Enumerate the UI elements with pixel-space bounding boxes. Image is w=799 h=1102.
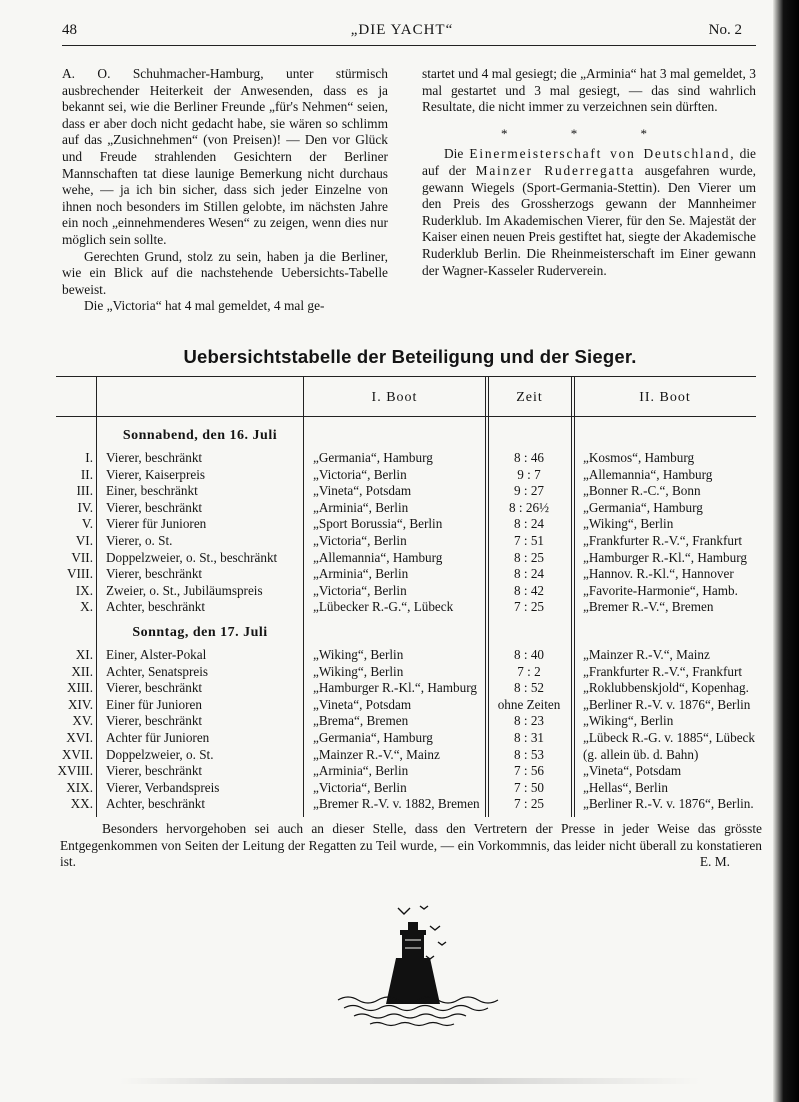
table-row [0,747,799,764]
para2-mid: , die auf der [422,146,756,178]
first-boat: „Mainzer R.-V.“, Mainz [313,746,440,762]
second-boat: „Hamburger R.-Kl.“, Hamburg [583,549,747,565]
second-boat: „Wiking“, Berlin [583,516,674,532]
right-paragraph-1: startet und 4 mal gesiegt; die „Arminia“ hat 3 mal gemeldet, 3 mal gestartet und 3 mal gesiegt, — das sind wahrlich Resultate, die nicht immer zu verzeichnen sein dürften. [422,66,756,115]
race-name: Doppelzweier, o. St., beschränkt [106,549,278,565]
gull-icon [420,906,428,909]
first-boat: „Arminia“, Berlin [313,566,409,582]
first-boat: „Germania“, Hamburg [313,730,433,745]
race-number: XV. [72,713,93,729]
second-boat: „Allemannia“, Hamburg [583,466,713,482]
left-paragraph-1: A. O. Schuhmacher-Hamburg, unter stürmisch ausbrechender Heiterkeit der Anwesenden, dass es ja bekannt sei, wie die Berliner Freunde „für's Nehmen“ seien, dass er aber doch nicht gedacht habe, sie wären so schlimm auf das „Zusichnehmen“ (von Preisen)! — Den vor Glück und Freude strahlenden Gesichtern der Berliner Mannschaften tat diese launige Bemerkung nicht durchaus wehe, — ja ich bin sicher, dass sich jeder Einzelne von ihnen noch besonders im Stillen gelobte, im nächsten Jahre ein noch „einnehmenderes Wesen“ zu zeigen, wenn dies nur möglich sein sollte. [62,66,388,247]
table-row [0,450,799,467]
table-row [0,566,799,583]
table-row [0,697,799,714]
issue-number: No. 2 [708,22,742,38]
second-boat: „Wiking“, Berlin [583,713,674,729]
race-name: Vierer für Junioren [106,516,207,532]
race-name: Vierer, o. St. [106,533,173,548]
left-column [62,66,388,315]
winning-time: 8 : 31 [513,730,545,745]
winning-time: 7 : 50 [513,779,545,795]
header-rule [62,45,756,46]
race-number: VIII. [67,566,93,582]
race-name: Vierer, beschränkt [106,450,203,465]
table-row [0,516,799,533]
para2-lead: Die [444,146,470,162]
race-name: Zweier, o. St., Jubiläumspreis [106,582,263,598]
first-boat: „Germania“, Hamburg [313,450,433,465]
first-boat: „Sport Borussia“, Berlin [313,516,443,532]
race-number: IX. [75,582,93,598]
race-number: XII. [71,663,93,679]
table-row [0,780,799,797]
race-number: XIII. [67,680,93,696]
table-row [0,500,799,517]
section-stars: * * * [501,125,677,141]
first-boat: „Allemannia“, Hamburg [313,549,443,565]
race-name: Achter, beschränkt [106,599,206,615]
left-paragraph-3: Die „Victoria“ hat 4 mal gemeldet, 4 mal ge- [84,298,325,314]
header-boot1: I. Boot [371,390,418,405]
race-name: Vierer, beschränkt [106,680,203,696]
winning-time: 8 : 26½ [509,499,549,515]
winning-time: 7 : 25 [513,599,545,615]
second-boat: „Bremer R.-V.“, Bremen [583,599,714,615]
table-row [0,647,799,664]
first-boat: „Victoria“, Berlin [313,533,407,548]
race-name: Achter für Junioren [106,730,210,745]
journal-title: „DIE YACHT“ [350,22,454,38]
race-number: III. [76,483,93,499]
race-number: I. [85,450,93,465]
race-number: V. [81,516,93,532]
gull-icon [398,908,410,914]
buoy-lantern-icon [402,934,424,958]
first-boat: „Victoria“, Berlin [313,779,407,795]
table-row [0,583,799,600]
second-boat: „Roklubbenskjold“, Kopenhag. [583,680,749,696]
race-name: Achter, Senatspreis [106,663,209,679]
winning-time: 7 : 56 [513,763,545,779]
winning-time: ohne Zeiten [497,696,561,712]
page-number: 48 [62,22,77,38]
race-name: Doppelzweier, o. St. [106,746,214,762]
race-number: II. [80,466,93,482]
first-boat: „Vineta“, Potsdam [313,483,412,499]
buoy-with-gulls-illustration [330,896,510,1036]
second-boat: „Kosmos“, Hamburg [583,450,695,465]
winning-time: 7 : 25 [513,796,545,812]
header-zeit: Zeit [516,390,543,405]
scan-artifact [120,1078,700,1084]
first-boat: „Victoria“, Berlin [313,582,407,598]
race-name: Vierer, Verbandspreis [106,779,220,795]
table-row [0,730,799,747]
first-boat: „Wiking“, Berlin [313,663,404,679]
second-boat: „Berliner R.-V. v. 1876“, Berlin. [583,796,754,812]
race-number: XVI. [66,730,93,745]
second-boat: „Mainzer R.-V.“, Mainz [583,647,710,662]
race-number: XX. [70,796,93,812]
day-heading-saturday: Sonnabend, den 16. Juli [122,428,278,443]
second-boat: „Frankfurter R.-V.“, Frankfurt [583,663,743,679]
closing-text: Besonders hervorgehoben sei auch an dieser Stelle, dass den Vertretern der Presse in jeder Weise das grösste Entgegenkommen von Seiten der Leitung der Regatten zu Teil wurde, — ein Vorkommnis, das leider nicht überall zu konstatieren ist. [60,821,762,870]
winning-time: 8 : 52 [513,680,545,696]
race-name: Vierer, beschränkt [106,499,203,515]
first-boat: „Vineta“, Potsdam [313,696,412,712]
gull-icon [438,942,446,945]
race-name: Vierer, beschränkt [106,566,203,582]
race-name: Vierer, beschränkt [106,763,203,779]
gull-icon [430,926,440,930]
race-name: Achter, beschränkt [106,796,206,812]
second-boat: (g. allein üb. d. Bahn) [583,746,699,762]
second-boat: „Hellas“, Berlin [583,779,668,795]
first-boat: „Wiking“, Berlin [313,647,404,662]
table-row [0,599,799,616]
winning-time: 9 : 27 [513,483,545,499]
race-number: VI. [75,533,93,548]
winning-time: 8 : 24 [513,566,545,582]
table-row [0,680,799,697]
first-boat: „Brema“, Bremen [313,713,409,729]
table-row [0,483,799,500]
winning-time: 7 : 2 [517,663,541,679]
winning-time: 8 : 24 [513,516,545,532]
table-row [0,467,799,484]
race-number: IV. [77,499,93,515]
table-top-rule [56,376,756,377]
race-number: XIX. [66,779,93,795]
first-boat: „Hamburger R.-Kl.“, Hamburg [313,680,477,696]
right-paragraph-2 [422,146,756,279]
second-boat: „Frankfurter R.-V.“, Frankfurt [583,533,743,548]
table-row [0,796,799,813]
day-heading-sunday: Sonntag, den 17. Juli [132,625,268,640]
winning-time: 8 : 25 [513,549,545,565]
second-boat: „Favorite-Harmonie“, Hamb. [583,582,738,598]
closing-paragraph [60,821,762,871]
second-boat: „Bonner R.-C.“, Bonn [583,483,701,499]
race-number: XIV. [67,696,93,712]
first-boat: „Victoria“, Berlin [313,466,407,482]
second-boat: „Berliner R.-V. v. 1876“, Berlin [583,696,751,712]
race-name: Vierer, Kaiserpreis [106,466,206,482]
second-boat: „Lübeck R.-G. v. 1885“, Lübeck [583,730,755,745]
race-number: XVII. [61,746,93,762]
race-name: Einer, beschränkt [106,483,198,499]
table-row [0,550,799,567]
winning-time: 7 : 51 [513,533,545,548]
first-boat: „Arminia“, Berlin [313,499,409,515]
race-number: XI. [75,647,93,662]
winning-time: 8 : 23 [513,713,545,729]
table-header-rule [56,416,756,417]
running-header [62,22,742,46]
para2-spaced-1: Einermeisterschaft von Deutschland [469,146,731,162]
first-boat: „Bremer R.-V. v. 1882, Bremen [313,796,480,812]
para2-spaced-2: Mainzer Ruderregatta [475,162,636,178]
race-name: Vierer, beschränkt [106,713,203,729]
winning-time: 8 : 42 [513,582,545,598]
race-number: XVIII. [57,763,93,779]
race-name: Einer für Junioren [106,696,202,712]
table-title: Uebersichtstabelle der Beteiligung und der Sieger. [183,346,637,367]
second-boat: „Germania“, Hamburg [583,499,703,515]
table-row [0,664,799,681]
first-boat: „Lübecker R.-G.“, Lübeck [313,599,454,615]
table-row [0,763,799,780]
winning-time: 8 : 40 [513,647,545,662]
table-row [0,533,799,550]
winning-time: 8 : 46 [513,450,545,465]
table-row [0,713,799,730]
header-boot2: II. Boot [639,390,691,405]
left-paragraph-2: Gerechten Grund, stolz zu sein, haben ja die Berliner, wie ein Blick auf die nachstehende Uebersichts-Tabelle beweist. [62,248,388,297]
race-number: VII. [71,549,93,565]
second-boat: „Vineta“, Potsdam [583,763,682,779]
second-boat: „Hannov. R.-Kl.“, Hannover [583,566,734,582]
right-column [422,66,756,279]
author-signature: E. M. [699,854,730,869]
winning-time: 9 : 7 [517,466,541,482]
para2-rest: ausgefahren wurde, gewann Wiegels (Sport-Germania-Stettin). Den Vierer um den Preis des Grossherzogs gewann der Mannheimer Ruderklub. Im Akademischen Vierer, für den Se. Majestät der Kaiser einen neuen Preis gestiftet hat, siegte der Akademische Ruderklub Berlin. Die Rheinmeisterschaft im Einer gewann der Wagner-Kasseler Ruderverein. [422,162,756,278]
race-name: Einer, Alster-Pokal [106,647,207,662]
first-boat: „Arminia“, Berlin [313,763,409,779]
race-number: X. [80,599,93,615]
winning-time: 8 : 53 [513,746,545,762]
